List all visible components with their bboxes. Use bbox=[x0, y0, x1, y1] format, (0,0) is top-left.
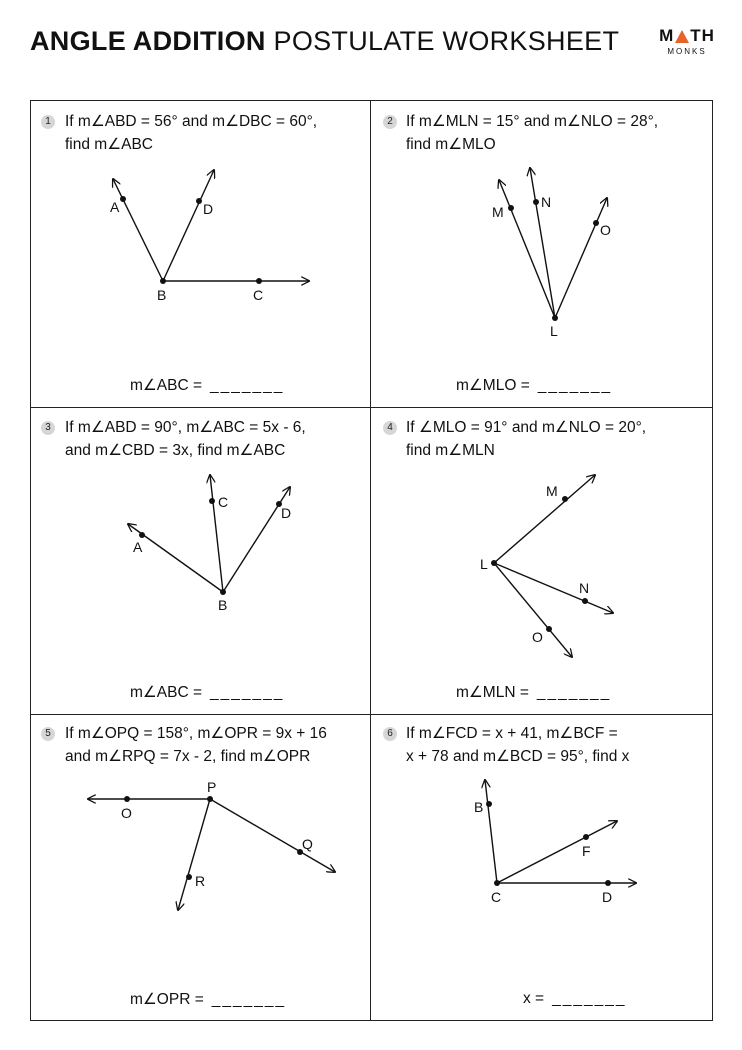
title-bold: ANGLE ADDITION bbox=[30, 26, 266, 56]
diagram-4 bbox=[494, 475, 613, 657]
point-l-4 bbox=[491, 560, 497, 566]
problem-4-answer-blank[interactable]: _______ bbox=[536, 684, 612, 701]
point-n-2 bbox=[533, 199, 539, 205]
diagram-1 bbox=[113, 170, 309, 281]
problem-3-answer-blank[interactable]: _______ bbox=[210, 684, 285, 701]
problem-5-answer-blank[interactable]: _______ bbox=[211, 991, 287, 1008]
label-a-1: A bbox=[110, 199, 120, 215]
point-a-1 bbox=[120, 196, 126, 202]
problem-6-answer-blank[interactable]: _______ bbox=[552, 990, 627, 1007]
problem-2-number: 2 bbox=[383, 115, 397, 129]
ray-pr bbox=[178, 799, 210, 910]
point-o-2 bbox=[593, 220, 599, 226]
problem-3-line1: If m∠ABD = 90°, m∠ABC = 5x - 6, bbox=[65, 419, 306, 436]
ray-ln-4 bbox=[494, 563, 613, 613]
point-f-6 bbox=[583, 834, 589, 840]
point-m-4 bbox=[562, 496, 568, 502]
label-d-3: D bbox=[281, 505, 292, 521]
label-o-4: O bbox=[532, 629, 543, 645]
problem-3-answer-label: m∠ABC = bbox=[130, 684, 203, 701]
point-o-5 bbox=[124, 796, 130, 802]
label-l-2: L bbox=[550, 323, 558, 339]
problem-5-answer-label: m∠OPR = bbox=[130, 991, 204, 1008]
label-a-3: A bbox=[133, 539, 143, 555]
label-p-5: P bbox=[207, 779, 217, 795]
problem-4-line2: find m∠MLN bbox=[406, 442, 495, 459]
problem-6-answer-label: x = bbox=[523, 990, 545, 1007]
label-q-5: Q bbox=[302, 836, 313, 852]
problem-2-line2: find m∠MLO bbox=[406, 136, 496, 153]
label-r-5: R bbox=[195, 873, 206, 889]
point-r-5 bbox=[186, 874, 192, 880]
ray-pq bbox=[210, 799, 335, 872]
diagram-2 bbox=[499, 168, 607, 318]
label-n-4: N bbox=[579, 580, 590, 596]
label-c-6: C bbox=[491, 889, 502, 905]
logo-subtitle: MONKS bbox=[667, 47, 707, 56]
label-d-6: D bbox=[602, 889, 613, 905]
problem-2-line1: If m∠MLN = 15° and m∠NLO = 28°, bbox=[406, 113, 659, 130]
label-o-2: O bbox=[600, 222, 611, 238]
label-b-3: B bbox=[218, 597, 228, 613]
label-n-2: N bbox=[541, 194, 552, 210]
label-c-3: C bbox=[218, 494, 229, 510]
point-d-1 bbox=[196, 198, 202, 204]
ray-lm-4 bbox=[494, 475, 595, 563]
point-n-4 bbox=[582, 598, 588, 604]
ray-ba bbox=[113, 179, 163, 281]
problem-2-answer-blank[interactable]: _______ bbox=[537, 377, 613, 394]
point-m-2 bbox=[508, 205, 514, 211]
point-b-1 bbox=[160, 278, 166, 284]
ray-bd bbox=[163, 170, 214, 281]
problem-5-line2: and m∠RPQ = 7x - 2, find m∠OPR bbox=[65, 748, 311, 765]
problem-3-line2: and m∠CBD = 3x, find m∠ABC bbox=[65, 442, 286, 459]
point-p-5 bbox=[207, 796, 213, 802]
problem-5-number: 5 bbox=[41, 727, 55, 741]
title-light: POSTULATE WORKSHEET bbox=[273, 26, 620, 56]
problem-1-answer-blank[interactable]: _______ bbox=[210, 377, 285, 394]
point-c-3 bbox=[209, 498, 215, 504]
diagram-6 bbox=[485, 780, 636, 883]
point-o-4 bbox=[546, 626, 552, 632]
ray-lo bbox=[555, 198, 607, 318]
point-c-1 bbox=[256, 278, 262, 284]
problem-6-line1: If m∠FCD = x + 41, m∠BCF = bbox=[406, 725, 618, 742]
label-m-2: M bbox=[492, 204, 504, 220]
problem-6-line2: x + 78 and m∠BCD = 95°, find x bbox=[406, 748, 630, 765]
logo-letters-th: TH bbox=[690, 26, 715, 45]
ray-cb bbox=[485, 780, 497, 883]
problem-3-number: 3 bbox=[41, 421, 55, 435]
problem-1-line2: find m∠ABC bbox=[65, 136, 153, 153]
point-b-6 bbox=[486, 801, 492, 807]
problem-1-line1: If m∠ABD = 56° and m∠DBC = 60°, bbox=[65, 113, 318, 130]
point-c-6 bbox=[494, 880, 500, 886]
point-a-3 bbox=[139, 532, 145, 538]
label-l-4: L bbox=[480, 556, 488, 572]
diagram-3 bbox=[128, 475, 290, 592]
label-d-1: D bbox=[203, 201, 214, 217]
point-l-2 bbox=[552, 315, 558, 321]
logo-letter-m: M bbox=[659, 26, 675, 45]
point-b-3 bbox=[220, 589, 226, 595]
point-d-6 bbox=[605, 880, 611, 886]
problem-1-answer-label: m∠ABC = bbox=[130, 377, 203, 394]
label-m-4: M bbox=[546, 483, 558, 499]
label-b-6: B bbox=[474, 799, 484, 815]
label-f-6: F bbox=[582, 843, 591, 859]
problem-1-number: 1 bbox=[41, 115, 55, 129]
label-c-1: C bbox=[253, 287, 264, 303]
label-o-5: O bbox=[121, 805, 132, 821]
problem-4-number: 4 bbox=[383, 421, 397, 435]
ray-bc-3 bbox=[210, 475, 223, 592]
problem-4-answer-label: m∠MLN = bbox=[456, 684, 529, 701]
ray-ln bbox=[530, 168, 555, 318]
problem-4-line1: If ∠MLO = 91° and m∠NLO = 20°, bbox=[406, 419, 647, 436]
ray-cf bbox=[497, 821, 617, 883]
label-b-1: B bbox=[157, 287, 167, 303]
problem-5-line1: If m∠OPQ = 158°, m∠OPR = 9x + 16 bbox=[65, 725, 327, 742]
problem-6-number: 6 bbox=[383, 727, 397, 741]
problem-2-answer-label: m∠MLO = bbox=[456, 377, 530, 394]
